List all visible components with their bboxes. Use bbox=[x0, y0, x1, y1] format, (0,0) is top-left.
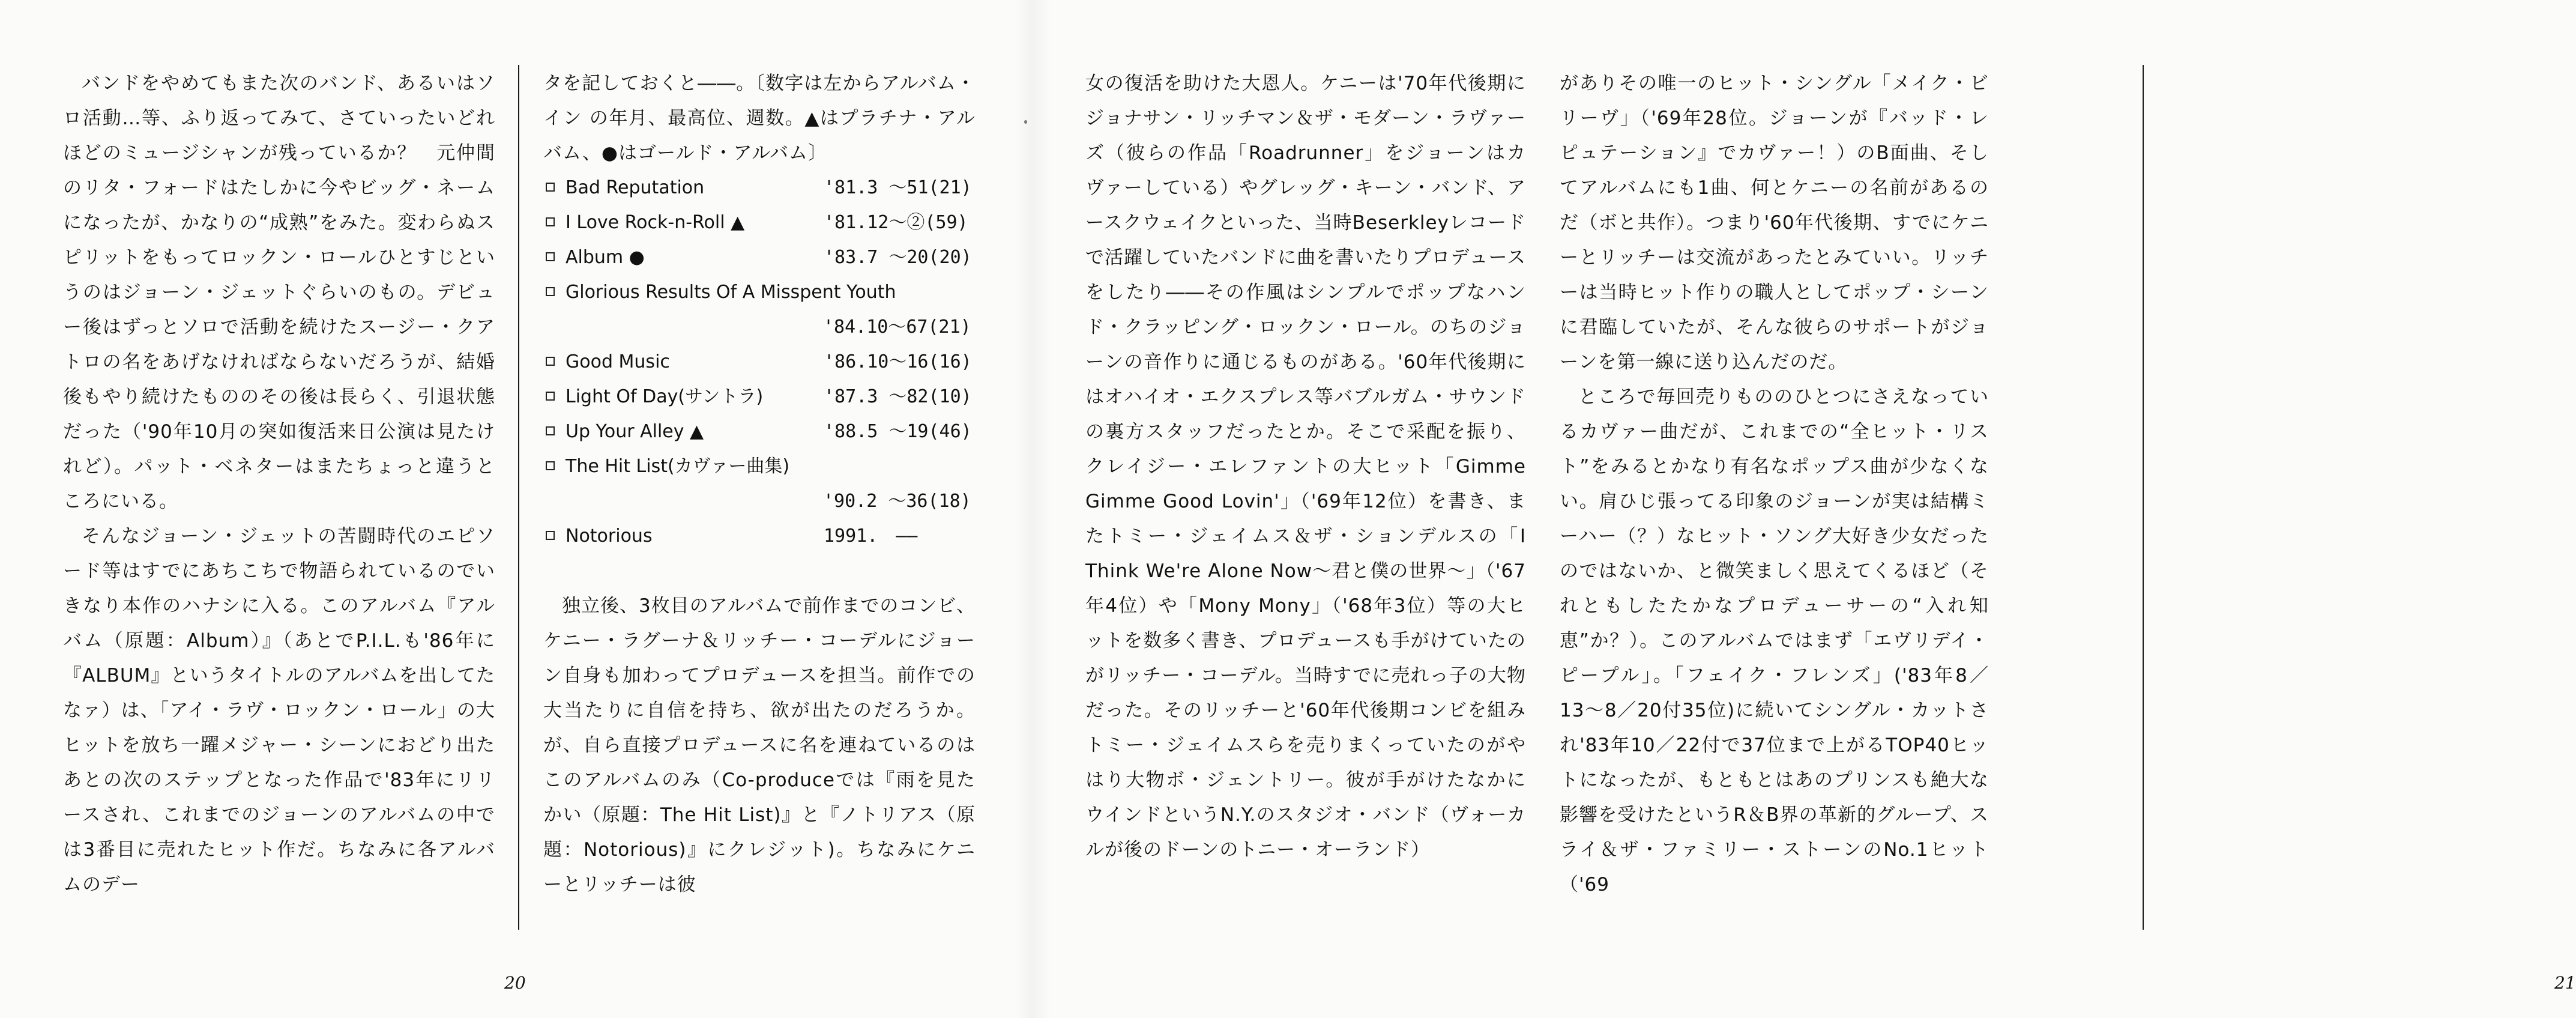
discography-item bbox=[543, 205, 976, 240]
article-paragraph: 独立後、3枚目のアルバムで前作までのコンビ、ケニー・ラグーナ＆リッチー・コーデルにジョーン自身も加わってプロデュースを担当。前作での大当たりに自信を持ち、欲が出たのだろうか。が、自ら直接プロデュースに名を連ねているのはこのアルバムのみ（Co-produceでは『雨を見たかい（原題：The Hit List)』と『ノトリアス（原題：Notorious)』にクレジット)。ちなみにケニーとリッチーは彼 bbox=[543, 595, 976, 895]
album-chart-data: '88.5 〜19(46) bbox=[824, 421, 972, 442]
album-title: The Hit List(カヴァー曲集) bbox=[566, 456, 790, 477]
right-page bbox=[1027, 0, 2576, 1018]
checkbox-square-icon bbox=[546, 392, 555, 401]
album-title: Album ● bbox=[566, 247, 645, 268]
album-chart-data: '84.10〜67(21) bbox=[823, 317, 971, 338]
album-chart-data: '86.10〜16(16) bbox=[824, 351, 972, 372]
article-paragraph: バンドをやめてもまた次のバンド、あるいはソロ活動…等、ふり返ってみて、さていったいどれほどのミュージシャンが残っているか？ 元仲間のリタ・フォードはたしかに今やビッグ・ネームになったが、かなりの“成熟”をみた。変わらぬスピリットをもってロックン・ロールひとすじというのはジョーン・ジェットぐらいのもの。デビュー後はずっとソロで活動を続けたスージー・クアトロの名をあげなければならないだろうが、結婚後もやり続けたもののその後は長らく、引退状態だった（'90年10月の突如復活来日公演は見たけれど）。パット・ベネターはまたちょっと違うところにいる。 bbox=[63, 73, 495, 512]
album-title: Glorious Results Of A Misspent Youth bbox=[566, 282, 896, 303]
album-chart-data: '90.2 〜36(18) bbox=[823, 491, 971, 512]
discography-item bbox=[543, 345, 976, 380]
article-paragraph: がありその唯一のヒット・シングル「メイク・ビリーヴ」（'69年28位。ジョーンが『バッド・レピュテーション』でカヴァー！）のB面曲、そしてアルバムにも1曲、何とケニーの名前があるのだ（ボと共作）。つまり'60年代後期、すでにケニーとリッチーは交流があったとみていい。リッチーは当時ヒット作りの職人としてポップ・シーンに君臨していたが、そんな彼らのサポートがジョーンを第一線に送り込んだのだ。 bbox=[1560, 73, 1989, 373]
album-chart-data: '87.3 〜82(10) bbox=[824, 386, 972, 407]
left-page bbox=[0, 0, 1027, 1018]
left-page-column-1 bbox=[63, 66, 495, 902]
page-number: 20 bbox=[504, 973, 526, 993]
left-page-column-2 bbox=[543, 66, 976, 902]
checkbox-square-icon bbox=[546, 287, 555, 296]
discography-item bbox=[543, 380, 976, 414]
album-title: Good Music bbox=[566, 351, 670, 372]
album-title: Light Of Day(サントラ) bbox=[566, 386, 764, 407]
checkbox-square-icon bbox=[546, 217, 555, 226]
right-page-column-2 bbox=[1560, 66, 1989, 902]
page-number: 21 bbox=[2554, 973, 2576, 993]
right-page-column-1 bbox=[1085, 66, 1526, 867]
album-title: Notorious bbox=[566, 526, 653, 547]
discography-item bbox=[543, 275, 976, 345]
column-divider-rule bbox=[2143, 65, 2144, 930]
album-chart-data: 1991. ―― bbox=[824, 526, 918, 547]
album-title: Bad Reputation bbox=[566, 177, 705, 198]
discography-item bbox=[543, 519, 976, 554]
checkbox-square-icon bbox=[546, 461, 555, 470]
checkbox-square-icon bbox=[546, 426, 555, 435]
article-paragraph: 女の復活を助けた大恩人。ケニーは'70年代後期にジョナサン・リッチマン＆ザ・モダーン・ラヴァーズ（彼らの作品「Roadrunner」をジョーンはカヴァーしている）やグレッグ・キーン・バンド、アースクウェイクといった、当時Beserkleyレコードで活躍していたバンドに曲を書いたりプロデュースをしたり――その作風はシンプルでポップなハンド・クラッピング・ロックン・ロール。のちのジョーンの音作りに通じるものがある。'60年代後期にはオハイオ・エクスプレス等バブルガム・サウンドの裏方スタッフだったとか。そこで采配を振り、クレイジー・エレファントの大ヒット「Gimme Gimme Good Lovin'」（'69年12位）を書き、またトミー・ジェイムス＆ザ・ションデルスの「I Think We're Alone Now〜君と僕の世界〜」（'67年4位）や「Mony Mony」（'68年3位）等の大ヒットを数多く書き、プロデュースも手がけていたのがリッチー・コーデル。当時すでに売れっ子の大物だった。そのリッチーと'60年代後期コンビを組みトミー・ジェイムスらを売りまくっていたのがやはり大物ボ・ジェントリー。彼が手がけたなかにウインドというN.Y.のスタジオ・バンド（ヴォーカルが後のドーンのトニー・オーランド） bbox=[1085, 73, 1526, 861]
article-paragraph: そんなジョーン・ジェットの苦闘時代のエピソード等はすでにあちこちで物語られているのでいきなり本作のハナシに入る。このアルバム『アルバム（原題：Album）』（あとでP.I.L.も'86年に『ALBUM』というタイトルのアルバムを出してたなァ）は、「アイ・ラヴ・ロックン・ロール」の大ヒットを放ち一躍メジャー・シーンにおどり出たあとの次のステップとなった作品で'83年にリリースされ、これまでのジョーンのアルバムの中では3番目に売れたヒット作だ。ちなみに各アルバムのデー bbox=[63, 526, 495, 895]
album-title: Up Your Alley ▲ bbox=[566, 421, 704, 442]
discography-item bbox=[543, 414, 976, 449]
discography-note: タを記しておくと――。〔数字は左からアルバム・イン の年月、最高位、週数。▲はプラチナ・アルバム、●はゴールド・アルバム〕 bbox=[543, 73, 976, 164]
checkbox-square-icon bbox=[546, 183, 555, 192]
checkbox-square-icon bbox=[546, 357, 555, 366]
column-divider-rule bbox=[518, 65, 519, 930]
album-title: I Love Rock-n-Roll ▲ bbox=[566, 212, 745, 233]
album-chart-data: '81.3 〜51(21) bbox=[824, 177, 972, 198]
article-paragraph: ところで毎回売りもののひとつにさえなっているカヴァー曲だが、これまでの“全ヒット・リスト”をみるとかなり有名なポップス曲が少なくない。肩ひじ張ってる印象のジョーンが実は結構ミーハー（？）なヒット・ソング大好き少女だったのではないか、と微笑ましく思えてくるほど（それともしたたかなプロデューサーの“入れ知恵”か？）。このアルバムではまず「エヴリデイ・ピープル」。「フェイク・フレンズ」('83年8／13〜8／20付35位)に続いてシングル・カットされ'83年10／22付で37位まで上がるTOP40ヒットになったが、もともとはあのプリンスも絶大な影響を受けたというR＆B界の革新的グループ、スライ＆ザ・ファミリー・ストーンのNo.1ヒット（'69 bbox=[1560, 386, 1989, 895]
scan-speck bbox=[1024, 120, 1027, 124]
discography-item bbox=[543, 449, 976, 519]
discography-item bbox=[543, 171, 976, 205]
album-chart-data: '81.12〜②(59) bbox=[824, 212, 968, 233]
discography-list bbox=[543, 171, 976, 554]
checkbox-square-icon bbox=[546, 531, 555, 540]
discography-item bbox=[543, 240, 976, 275]
album-chart-data: '83.7 〜20(20) bbox=[824, 247, 972, 268]
checkbox-square-icon bbox=[546, 252, 555, 261]
